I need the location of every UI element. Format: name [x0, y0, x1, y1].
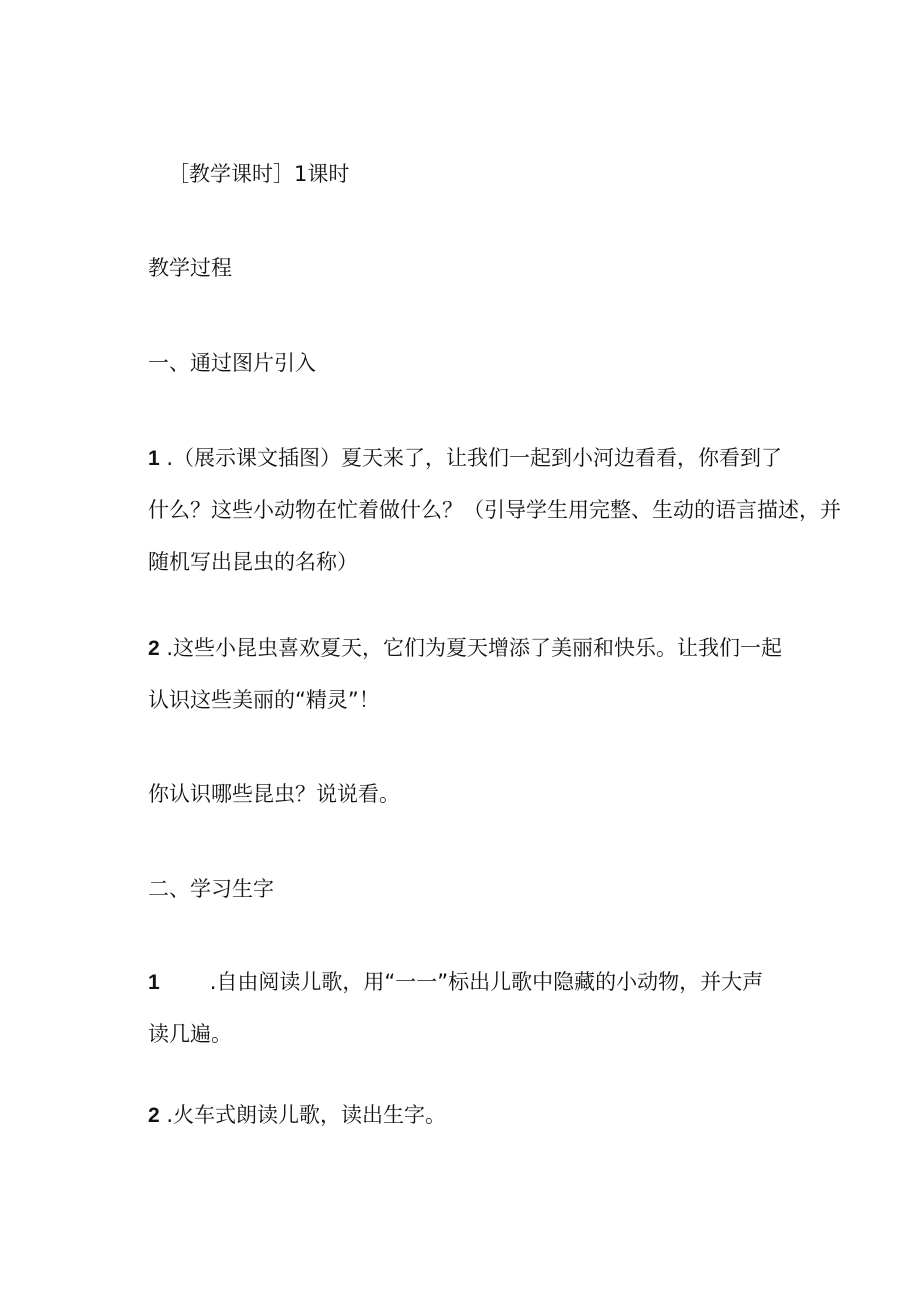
item-4-text-1: .火车式朗读儿歌，读出生字。 [166, 1103, 447, 1127]
item-2-row-1 [148, 634, 828, 662]
item-3-row-2: 读几遍。 [148, 1022, 232, 1046]
item-3-row-1 [148, 968, 828, 996]
question-line: 你认识哪些昆虫？说说看。 [148, 782, 400, 806]
item-3-text-1: .自由阅读儿歌，用“一一”标出儿歌中隐藏的小动物，并大声 [209, 970, 764, 994]
item-1-row-1 [148, 444, 828, 472]
item-2-row-2: 认识这些美丽的“精灵”！ [148, 688, 380, 712]
item-3-paragraph [148, 968, 828, 1048]
section-2-title: 二、学习生字 [148, 877, 274, 901]
item-3-number: 1 [148, 971, 160, 994]
item-2-paragraph [148, 634, 828, 714]
process-heading: 教学过程 [148, 256, 232, 280]
item-4-number: 2 [148, 1104, 160, 1127]
item-1-text-1: .（展示课文插图）夏天来了，让我们一起到小河边看看，你看到了 [166, 446, 783, 470]
class-hours-line: ［教学课时］1课时 [168, 162, 350, 186]
item-1-row-2: 什么？这些小动物在忙着做什么？（引导学生用完整、生动的语言描述，并 [148, 498, 841, 522]
item-4-paragraph [148, 1101, 828, 1129]
item-2-text-1: .这些小昆虫喜欢夏天，它们为夏天增添了美丽和快乐。让我们一起 [166, 636, 783, 660]
section-1-title: 一、通过图片引入 [148, 351, 316, 375]
item-1-paragraph [148, 444, 841, 576]
item-2-number: 2 [148, 637, 160, 660]
item-1-number: 1 [148, 447, 160, 470]
item-4-row-1 [148, 1101, 828, 1129]
item-1-row-3: 随机写出昆虫的名称） [148, 550, 358, 574]
